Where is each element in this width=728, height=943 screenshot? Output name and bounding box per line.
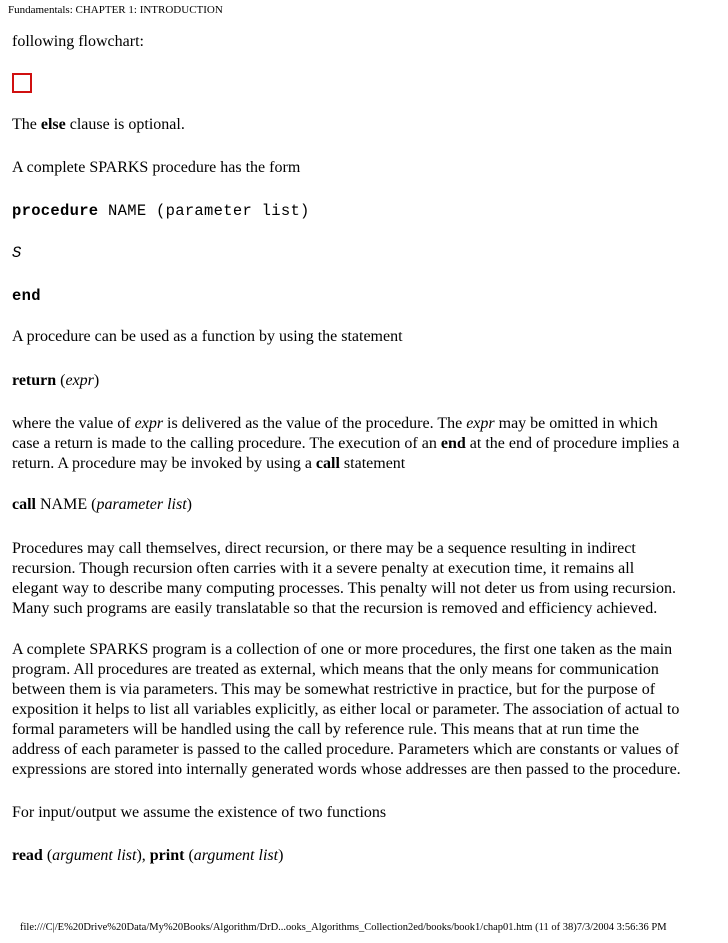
text: ),: [136, 847, 150, 864]
paragraph-line: between them is via parameters. This may be somewhat restrictive in practice, but for the purpose of: [12, 681, 656, 698]
procedure-code-line: [12, 201, 310, 221]
text: (: [184, 847, 194, 864]
text: clause is optional.: [65, 116, 185, 133]
text: ): [186, 496, 192, 513]
text: (: [42, 847, 53, 864]
paragraph-line: elegant way to describe many computing processes. This penalty will not deter us from using recursion.: [12, 580, 676, 597]
argument-list-term: argument list: [52, 847, 137, 864]
end-keyword-line: end: [12, 287, 41, 305]
end-keyword: end: [440, 435, 466, 452]
page-footer-url: file:///C|/E%20Drive%20Data/My%20Books/Algorithm/DrD...ooks_Algorithms_Collection2ed/books/book1/chap01.htm (11 of 38)7/3/2004 3:56:36 PM: [20, 922, 667, 933]
text: statement: [339, 455, 406, 472]
paragraph-line: address of each parameter is passed to the called procedure. Parameters which are constants or values of: [12, 741, 679, 758]
paragraph-line: [12, 414, 722, 434]
call-keyword: call: [315, 455, 340, 472]
text: where the value of: [12, 415, 135, 432]
text: may be omitted in which: [494, 415, 658, 432]
expr-term: expr: [466, 415, 495, 432]
paragraph-line: [12, 434, 722, 454]
intro-text: following flowchart:: [12, 33, 144, 50]
paragraph-line: exposition it helps to list all variables explicitly, as either local or parameter. The association of actual to: [12, 701, 680, 718]
io-functions-line: For input/output we assume the existence of two functions: [12, 804, 387, 821]
page-header: Fundamentals: CHAPTER 1: INTRODUCTION: [8, 4, 223, 16]
paragraph-line: Procedures may call themselves, direct recursion, or there may be a sequence resulting in indirect: [12, 540, 636, 557]
return-keyword: return: [12, 372, 57, 389]
function-usage-line: A procedure can be used as a function by using the statement: [12, 328, 403, 345]
text: (: [56, 372, 66, 389]
text: is delivered as the value of the procedure. The: [163, 415, 467, 432]
else-clause-line: [12, 115, 185, 135]
paragraph-line: program. All procedures are treated as external, which means that the only means for communication: [12, 661, 659, 678]
flowchart-image-placeholder: [12, 73, 32, 93]
paragraph-line: expressions are stored into internally generated words whose addresses are then passed to the procedure.: [12, 761, 681, 778]
return-explanation-paragraph: [12, 414, 722, 474]
return-statement-line: [12, 371, 99, 391]
call-statement-line: [12, 495, 192, 515]
text: NAME (: [36, 496, 97, 513]
procedure-keyword: procedure: [12, 202, 99, 220]
read-print-line: [12, 846, 283, 866]
expr-term: expr: [134, 415, 164, 432]
text: at the end of procedure implies a: [465, 435, 680, 452]
text: ): [278, 847, 284, 864]
read-keyword: read: [12, 847, 43, 864]
paragraph-line: formal parameters will be handled using the call by reference rule. This means that at run time the: [12, 721, 640, 738]
statement-s-line: S: [12, 244, 22, 262]
text: ): [93, 372, 100, 389]
else-keyword: else: [40, 116, 66, 133]
call-keyword: call: [12, 496, 36, 513]
print-keyword: print: [149, 847, 185, 864]
program-paragraph: [12, 640, 722, 780]
text: The: [12, 116, 41, 133]
procedure-signature: NAME (parameter list): [98, 202, 310, 220]
paragraph-line: Many such programs are easily translatable so that the recursion is removed and efficiency achieved.: [12, 600, 658, 617]
text: return. A procedure may be invoked by using a: [12, 455, 316, 472]
procedure-form-line: A complete SPARKS procedure has the form: [12, 159, 301, 176]
parameter-list-term: parameter list: [96, 496, 187, 513]
paragraph-line: A complete SPARKS program is a collection of one or more procedures, the first one taken as the main: [12, 641, 673, 658]
recursion-paragraph: [12, 539, 722, 619]
paragraph-line: recursion. Though recursion often carries with it a severe penalty at execution time, it remains all: [12, 560, 635, 577]
text: case a return is made to the calling procedure. The execution of an: [12, 435, 441, 452]
expr-argument: expr: [65, 372, 94, 389]
argument-list-term: argument list: [193, 847, 279, 864]
paragraph-line: [12, 454, 722, 474]
